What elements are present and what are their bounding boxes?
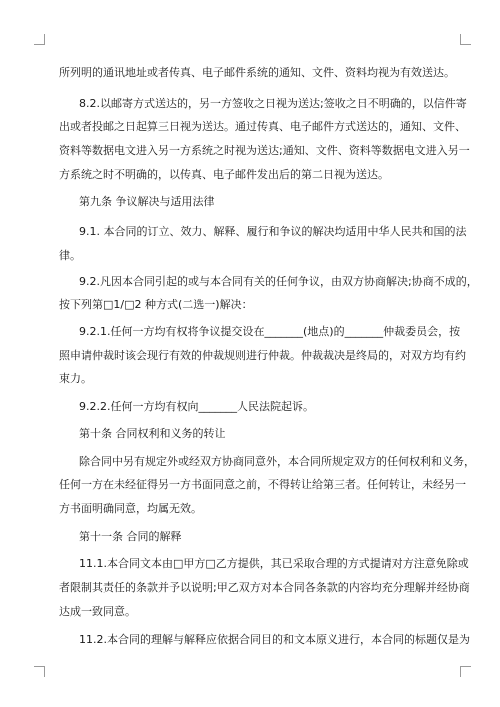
text-line: 9.2.凡因本合同引起的或与本合同有关的任何争议，由双方协商解决;协商不成的， [79, 275, 478, 288]
text-line: 束力。 [59, 372, 92, 385]
text-line: 9.2.1.任何一方均有权将争议提交设在_______(地点)的_______仲裁委员会，按 [79, 325, 461, 338]
text-line: 按下列第□1/□2 种方式(二选一)解决： [59, 298, 253, 311]
crop-mark-top-left [34, 34, 45, 45]
text-line: 所列明的通讯地址或者传真、电子邮件系统的通知、文件、资料均视为有效送达。 [59, 66, 455, 79]
section-heading: 第十一条 合同的解释 [79, 530, 182, 543]
text-line: 方书面明确同意，均属无效。 [59, 502, 202, 515]
text-line: 照申请仲裁时该会现行有效的仲裁规则进行仲裁。仲裁裁决是终局的，对双方均有约 [59, 349, 466, 362]
section-heading: 第十条 合同权利和义务的转让 [79, 427, 226, 440]
crop-mark-top-right [460, 34, 471, 45]
text-line: 8.2.以邮寄方式送达的，另一方签收之日视为送达;签收之日不明确的，以信件寄 [79, 97, 467, 110]
text-line: 11.2.本合同的理解与解释应依据合同目的和文本原义进行，本合同的标题仅是为 [79, 633, 470, 646]
crop-mark-bottom-right [460, 666, 471, 677]
text-line: 方系统之时不明确的，以传真、电子邮件发出后的第二日视为送达。 [59, 168, 389, 181]
text-line: 达成一致同意。 [59, 605, 136, 618]
text-line: 11.1.本合同文本由□甲方□乙方提供，其已采取合理的方式提请对方注意免除或 [79, 557, 469, 570]
text-line: 9.2.2.任何一方均有权向_______人民法院起诉。 [79, 400, 314, 413]
text-line: 9.1. 本合同的订立、效力、解释、履行和争议的解决均适用中华人民共和国的法 [79, 225, 467, 238]
crop-mark-bottom-left [34, 666, 45, 677]
section-heading: 第九条 争议解决与适用法律 [79, 195, 215, 208]
text-line: 任何一方在未经征得另一方书面同意之前，不得转让给第三者。任何转让，未经另一 [59, 478, 466, 491]
text-line: 资料等数据电文进入另一方系统之时视为送达;通知、文件、资料等数据电文进入另一 [59, 144, 470, 157]
text-line: 出或者投邮之日起算三日视为送达。通过传真、电子邮件方式送达的，通知、文件、 [59, 120, 466, 133]
text-line: 律。 [59, 249, 81, 262]
text-line: 者限制其责任的条款并予以说明;甲乙双方对本合同各条款的内容均充分理解并经协商 [59, 581, 470, 594]
text-line: 除合同中另有规定外或经双方协商同意外，本合同所规定双方的任何权利和义务， [79, 455, 475, 468]
